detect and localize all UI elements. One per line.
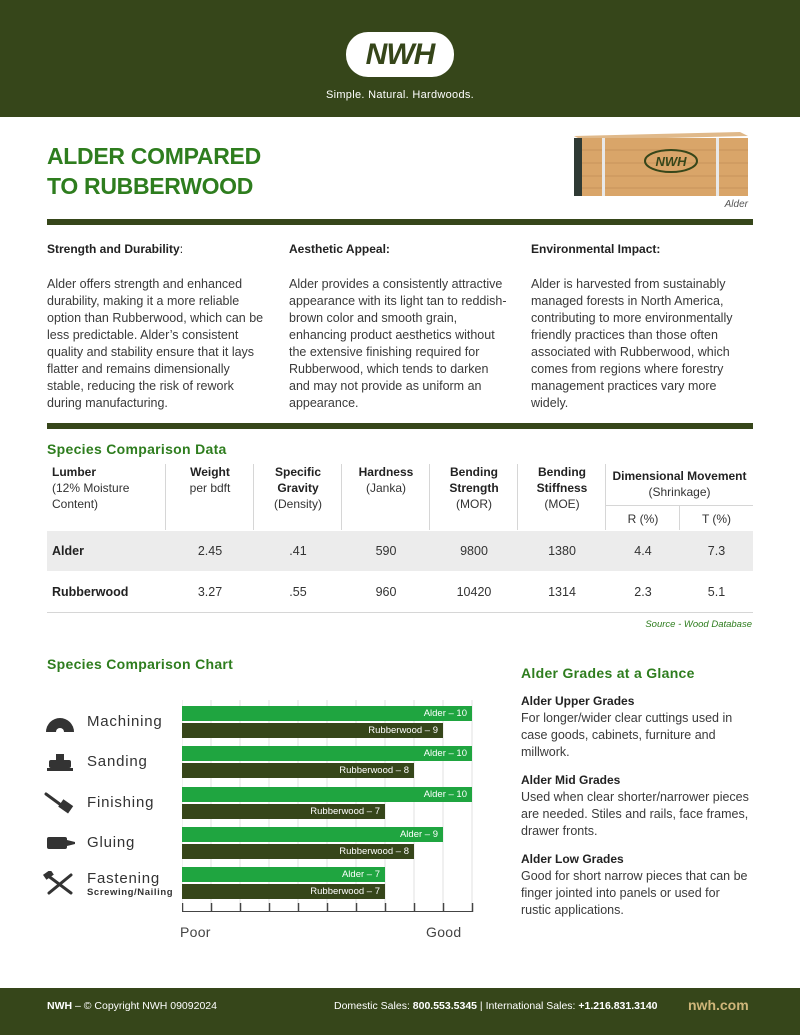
cell-species: Alder (52, 544, 84, 558)
feature-body: Alder offers strength and enhanced durability, making it a more reliable option than Rubberwood, which can be less predictable. Alder’s consistent quality and stability ensure that it lays flatter and remains dimensionally stable, reducing the risk of rework during manufacturing. (47, 277, 264, 410)
col-header-moe: Bending Stiffness (MOE) (536, 465, 588, 511)
footer-contact: Domestic Sales: 800.553.5345 | International Sales: +1.216.831.3140 (334, 1000, 658, 1012)
table-heading: Species Comparison Data (47, 441, 227, 457)
category-gluing: Gluing (87, 834, 136, 851)
bar-rubberwood-fastening: Rubberwood – 7 (182, 884, 385, 899)
grades-list (521, 682, 753, 919)
cell-weight: 2.45 (197, 544, 223, 558)
divider-top (47, 219, 753, 225)
bar-chart (182, 700, 477, 912)
footer (0, 988, 800, 1035)
grade-title: Alder Upper Grades (521, 694, 635, 708)
feature-heading: Aesthetic Appeal: (289, 242, 390, 256)
cell-moe: 1380 (548, 544, 576, 558)
cell-t: 7.3 (707, 544, 726, 558)
bar-rubberwood-machining: Rubberwood – 9 (182, 723, 443, 738)
col-header-lumber: Lumber (12% Moisture Content) (52, 465, 130, 511)
lumber-crate-image (570, 130, 750, 197)
table-source: Source - Wood Database (645, 619, 752, 630)
axis-label-poor: Poor (180, 924, 211, 940)
bar-rubberwood-gluing: Rubberwood – 8 (182, 844, 414, 859)
bar-alder-gluing: Alder – 9 (182, 827, 443, 842)
cell-weight: 3.27 (197, 585, 223, 599)
hammer-screwdriver-icon (43, 871, 77, 895)
col-divider (165, 464, 166, 530)
category-sanding: Sanding (87, 753, 148, 770)
bar-rubberwood-sanding: Rubberwood – 8 (182, 763, 414, 778)
feature-body: Alder provides a consistently attractive appearance with its light tan to reddish-brown color and smooth grain, enhancing product aesthetics without the extensive finishing required for Rubberwood, which tends to darken and may not provide as uniform an appearance. (289, 277, 507, 410)
title-line-1: ALDER COMPARED (47, 143, 261, 169)
feature-heading: Strength and Durability: (47, 242, 184, 256)
image-caption: Alder (724, 199, 748, 210)
grade-body: Used when clear shorter/narrower pieces are needed. Stiles and rails, face frames, drawer fronts. (521, 790, 749, 838)
header-banner (0, 0, 800, 117)
grade-title: Alder Mid Grades (521, 773, 621, 787)
table-bottom-line (47, 612, 753, 613)
logo-text: NWH (365, 37, 435, 71)
col-divider (341, 464, 342, 530)
divider-middle (47, 423, 753, 429)
glue-gun-icon (43, 831, 77, 855)
col-divider (517, 464, 518, 530)
category-machining: Machining (87, 713, 163, 730)
cell-moe: 1314 (548, 585, 576, 599)
col-header-r: R (%) (627, 512, 659, 526)
category-fastening-subtitle: Screwing/Nailing (87, 887, 174, 898)
table-row-rubberwood (47, 572, 753, 612)
cell-hardness: 590 (375, 544, 397, 558)
grade-title: Alder Low Grades (521, 852, 624, 866)
footer-copyright: NWH – © Copyright NWH 09092024 (47, 1000, 217, 1012)
cell-mor: 10420 (456, 585, 492, 599)
saw-blade-icon (43, 710, 77, 734)
bar-rubberwood-finishing: Rubberwood – 7 (182, 804, 385, 819)
footer-website-link[interactable]: nwh.com (688, 997, 749, 1013)
cell-t: 5.1 (707, 585, 726, 599)
table-row-alder (47, 531, 753, 571)
grade-body: For longer/wider clear cuttings used in case goods, cabinets, furniture and millwork. (521, 711, 733, 759)
tagline: Simple. Natural. Hardwoods. (325, 89, 475, 101)
page-title (47, 141, 261, 201)
col-divider (253, 464, 254, 530)
brush-icon (43, 791, 77, 815)
chart-title: Species Comparison Chart (47, 656, 234, 672)
bar-alder-sanding: Alder – 10 (182, 746, 472, 761)
col-header-gravity: Specific Gravity (Density) (273, 465, 322, 511)
sander-icon (43, 750, 77, 774)
cell-gravity: .55 (289, 585, 307, 599)
col-header-hardness: Hardness (Janka) (358, 465, 414, 495)
axis-label-good: Good (426, 924, 462, 940)
feature-heading: Environmental Impact: (531, 242, 661, 256)
bar-alder-finishing: Alder – 10 (182, 787, 472, 802)
col-header-t: T (%) (701, 512, 732, 526)
category-finishing: Finishing (87, 794, 155, 811)
col-header-weight: Weight per bdft (189, 465, 231, 495)
category-fastening: Fastening (87, 870, 161, 887)
col-divider (605, 464, 606, 530)
feature-aesthetic (289, 241, 509, 412)
cell-hardness: 960 (375, 585, 397, 599)
col-divider (429, 464, 430, 530)
grades-heading: Alder Grades at a Glance (521, 665, 695, 681)
cell-gravity: .41 (289, 544, 307, 558)
col-divider (679, 505, 680, 530)
grade-body: Good for short narrow pieces that can be finger jointed into panels or used for rustic applications. (521, 869, 748, 917)
feature-strength (47, 241, 267, 412)
col-header-dimensional: Dimensional Movement (Shrinkage) (612, 469, 747, 499)
cell-r: 2.3 (634, 585, 652, 599)
bar-alder-machining: Alder – 10 (182, 706, 472, 721)
cell-mor: 9800 (460, 544, 488, 558)
feature-body: Alder is harvested from sustainably managed forests in North America, contributing to more environmentally friendly practices than those often associated with Rubberwood, which comes from regions where forestry management practices vary more widely. (531, 277, 733, 410)
crate-logo-text: NWH (655, 154, 687, 169)
cell-species: Rubberwood (52, 585, 129, 599)
col-header-mor: Bending Strength (MOR) (449, 465, 499, 511)
cell-r: 4.4 (634, 544, 652, 558)
bar-alder-fastening: Alder – 7 (182, 867, 385, 882)
nwh-logo (346, 32, 454, 77)
feature-environmental (531, 241, 751, 412)
title-line-2: TO RUBBERWOOD (47, 173, 254, 199)
